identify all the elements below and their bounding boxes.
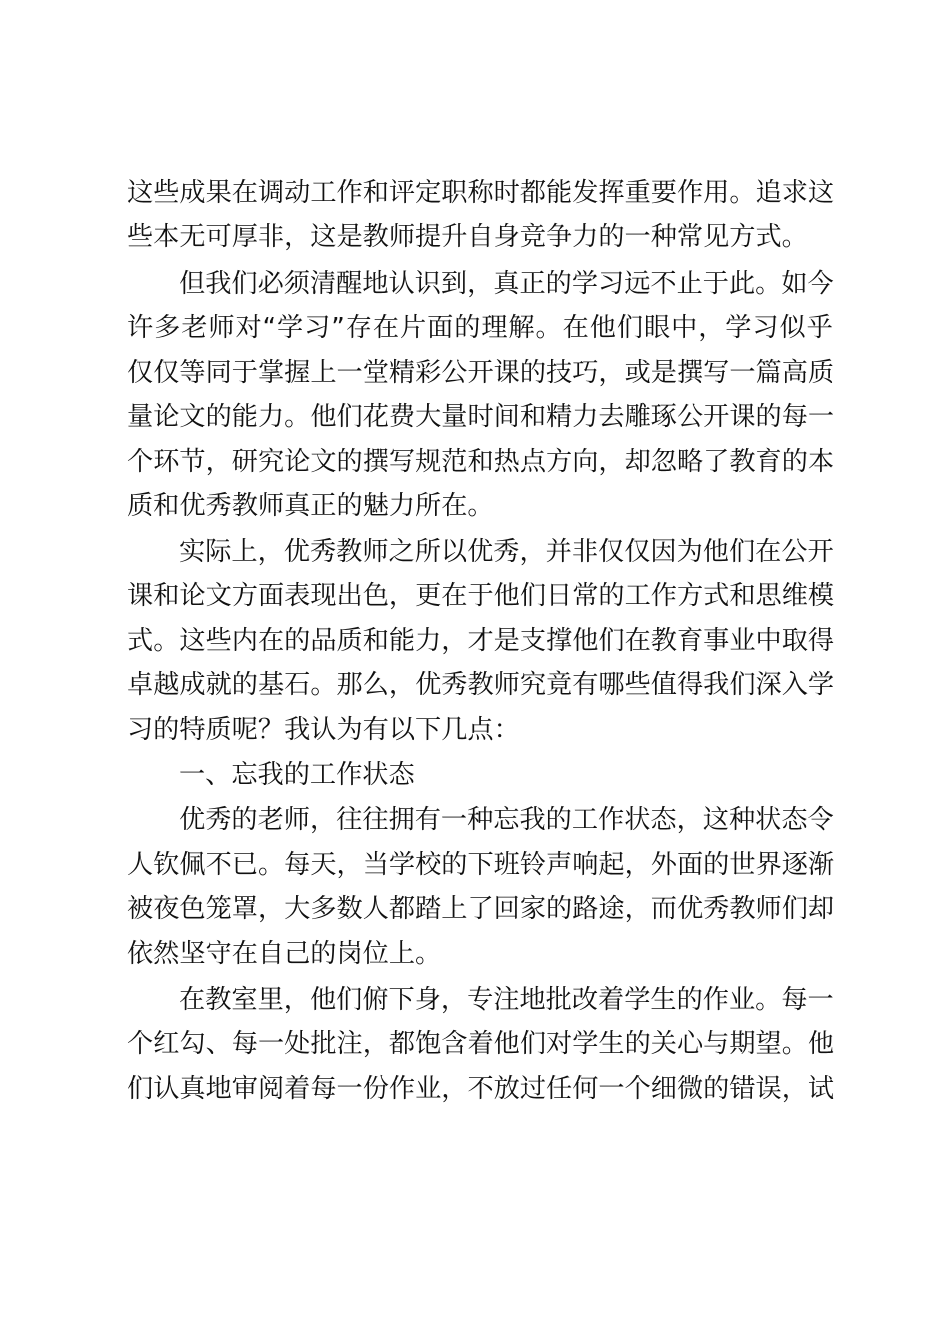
text-line: 质和优秀教师真正的魅力所在。 xyxy=(127,491,494,521)
text-line: 个 环 节 ， 研 究 论 文 的 撰 写 规 范 和 热 点 方 向 ， 却 忽 略 了 教 育 的 本 xyxy=(127,447,835,477)
text-line: 许 多 老 师 对 “ 学 习 ” 存 在 片 面 的 理 解 。 在 他 们 眼 中 ， 学 习 似 乎 xyxy=(127,313,833,343)
text-line: 人 钦 佩 不 已 。 每 天 ， 当 学 校 的 下 班 铃 声 响 起 ， 外 面 的 世 界 逐 渐 xyxy=(127,850,835,880)
text-line: 习的特质呢？我认为有以下几点： xyxy=(127,715,520,745)
text-line: 个 红 勾 、 每 一 处 批 注 ， 都 饱 含 着 他 们 对 学 生 的 关 心 与 期 望 。 他 xyxy=(127,1029,835,1059)
text-line: 仅 仅 等 同 于 掌 握 上 一 堂 精 彩 公 开 课 的 技 巧 ， 或 是 撰 写 一 篇 高 质 xyxy=(127,358,835,388)
text-line: 们 认 真 地 审 阅 着 每 一 份 作 业 ， 不 放 过 任 何 一 个 细 微 的 错 误 ， 试 xyxy=(127,1074,835,1104)
section-heading: 一、忘我的工作状态 xyxy=(179,760,415,790)
text-line: 被 夜 色 笼 罩 ， 大 多 数 人 都 踏 上 了 回 家 的 路 途 ， 而 优 秀 教 师 们 却 xyxy=(127,894,835,924)
text-line: 量 论 文 的 能 力 。 他 们 花 费 大 量 时 间 和 精 力 去 雕 琢 公 开 课 的 每 一 xyxy=(127,402,835,432)
text-line: 卓 越 成 就 的 基 石 。 那 么 ， 优 秀 教 师 究 竟 有 哪 些 值 得 我 们 深 入 学 xyxy=(127,670,835,700)
paragraph-start: 在 教 室 里 ， 他 们 俯 下 身 ， 专 注 地 批 改 着 学 生 的 作 业 。 每 一 xyxy=(179,985,834,1015)
text-line: 课 和 论 文 方 面 表 现 出 色 ， 更 在 于 他 们 日 常 的 工 作 方 式 和 思 维 模 xyxy=(127,581,835,611)
text-line: 些本无可厚非，这是教师提升自身竞争力的一种常见方式。 xyxy=(127,222,808,252)
text-line: 依然坚守在自己的岗位上。 xyxy=(127,939,442,969)
paragraph-start: 但 我 们 必 须 清 醒 地 认 识 到 ， 真 正 的 学 习 远 不 止 于 此 。 如 今 xyxy=(179,269,834,299)
paragraph-start: 实 际 上 ， 优 秀 教 师 之 所 以 优 秀 ， 并 非 仅 仅 因 为 他 们 在 公 开 xyxy=(179,537,834,567)
text-line: 式 。 这 些 内 在 的 品 质 和 能 力 ， 才 是 支 撑 他 们 在 教 育 事 业 中 取 得 xyxy=(127,626,835,656)
paragraph-start: 优 秀 的 老 师 ， 往 往 拥 有 一 种 忘 我 的 工 作 状 态 ， 这 种 状 态 令 xyxy=(179,805,834,835)
text-line: 这 些 成 果 在 调 动 工 作 和 评 定 职 称 时 都 能 发 挥 重 要 作 用 。 追 求 这 xyxy=(127,178,835,208)
